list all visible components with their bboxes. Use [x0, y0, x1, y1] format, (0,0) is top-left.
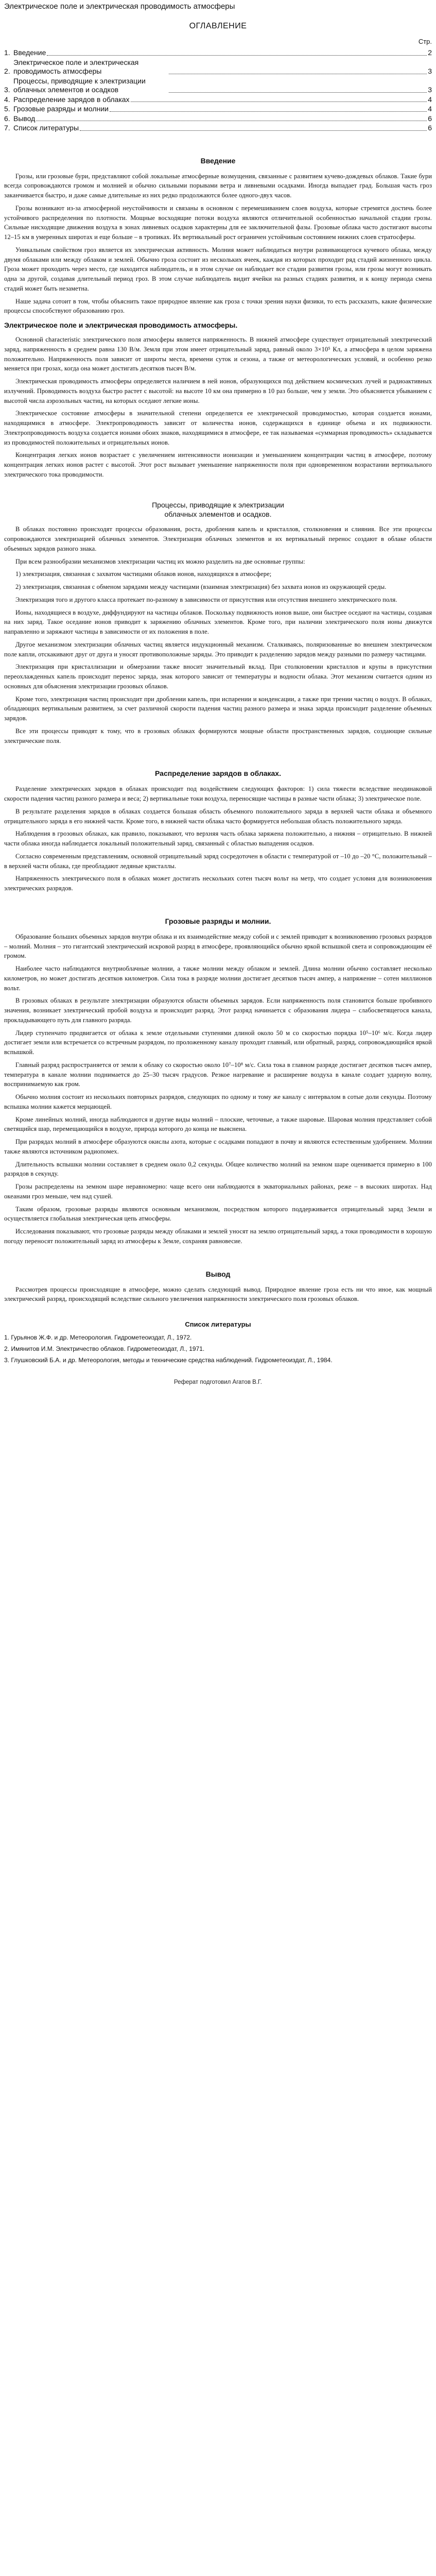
paragraph: Лидер ступенчато продвигается от облака к земле отдельными ступенями длиной около 50 м со скоростью порядка 10⁵–10⁶ м/с. Когда лидер достигает земли или встречается со встречным разрядом, по проложенному каналу проходит главный, или обратный, разряд, сопровождающийся яркой вспышкой.: [4, 1029, 432, 1056]
literature-item: 2. Имянитов И.М. Электричество облаков. Гидрометеоиздат, Л., 1971.: [4, 1345, 205, 1352]
paragraph: В грозовых облаках в результате электризации образуются области объемных зарядов. Если напряженность поля становится больше пробивного значения, возникает электрический пробой воздуха и происходит разряд. Этот разряд начинается с образования лидера – слабосветящегося канала, прокладывающего путь для главного разряда.: [4, 997, 432, 1024]
paragraph: 1) электризация, связанная с захватом частицами облаков ионов, находящихся в атмосфере;: [15, 570, 272, 578]
section-heading: Введение: [200, 156, 236, 165]
paragraph: Образование больших объемных зарядов внутри облака и их взаимодействие между собой и с землей приводит к возникновению грозовых разрядов – молний. Молния – это гигантский электрический искровой разряд в атмосфере, проявляющийся обычно яркой вспышкой света и сопровождающим её громом.: [4, 933, 432, 960]
paragraph: Электрическое состояние атмосферы в значительной степени определяется ее электрической проводимостью, которая создается ионами, находящимися в атмосфере. Электропроводимость зависит от количества ионов, содержащихся в единице объема и их подвижности. Электропроводимость воздуха создается ионами обоих знаков, находящимися в атмосфере, ее так называемая «суммарная проводимость» складывается из проводимостей положительных и отрицательных ионов.: [4, 410, 432, 446]
paragraph: Длительность вспышки молнии составляет в среднем около 0,2 секунды. Общее количество молний на земном шаре оценивается примерно в 100 разрядов в секунду.: [4, 1160, 432, 1178]
paragraph: Кроме того, электризация частиц происходит при дроблении капель, при испарении и конденсации, а также при трении частиц о воздух. В облаках, обладающих вертикальным развитием, за счет различной скорости падения частиц разного размера и знака заряда происходит разделение объемных зарядов.: [4, 695, 432, 722]
paragraph: При всем разнообразии механизмов электризации частиц их можно разделить на две основные группы:: [15, 557, 305, 565]
paragraph: Электризация при кристаллизации и обмерзании также вносит значительный вклад. При столкновении кристаллов и крупы в присутствии переохлажденных капель происходит перенос заряда, знак которого зависит от температуры и водности облака. Этот механизм считается одним из основных для объяснения электризации грозовых облаков.: [4, 663, 432, 690]
paragraph: Электрическая проводимость атмосферы определяется наличием в ней ионов, образующихся под действием космических лучей и радиоактивных излучений. Проводимость воздуха быстро растет с высотой: на высоте 10 км она примерно в 10 раз больше, чем у земли. Это объясняется убыванием с высотой числа аэрозольных частиц, на которых оседают легкие ионы.: [4, 378, 432, 404]
paragraph: Основной characteristic электрического поля атмосферы является напряженность. В нижней атмосфере существует отрицательный электрический заряд, напряженность в среднем равна 130 В/м. Земля при этом имеет отрицательный заряд, равный около 3×10⁵ Кл, а атмосфера в целом заряжена положительно. Напряженность поля зависит от широты места, времени суток и сезона, а также от метеорологических условий, и особенно резко меняется при грозах, когда она может достигать десятков тысяч В/м.: [4, 336, 432, 372]
paragraph: Согласно современным представлениям, основной отрицательный заряд сосредоточен в области с температурой от –10 до –20 °С, положительный – в верхней части облака, где преобладают ледяные кристаллы.: [4, 852, 432, 870]
toc-item-number: 2.: [4, 67, 10, 75]
toc-item-number: 6.: [4, 114, 10, 123]
paragraph: 2) электризация, связанная с обменом зарядами между частицами (взаимная электризация) без захвата ионов из окружающей среды.: [15, 583, 387, 591]
toc-dot-leader: [80, 130, 427, 131]
paragraph: Грозы распределены на земном шаре неравномерно: чаще всего они наблюдаются в экваториальных районах, реже – в высоких широтах. Над океанами гроз меньше, чем над сушей.: [4, 1183, 432, 1200]
section-heading: [4, 500, 432, 520]
toc-item[interactable]: [4, 95, 432, 105]
paragraph: Ионы, находящиеся в воздухе, диффундируют на частицы облаков. Поскольку подвижность ионов выше, они быстрее оседают на частицы, создавая на них заряд. Такое оседание ионов приводит к заряжению облачных элементов. Кроме того, при наличии электрического поля ионы движутся направленно и заряжают частицы в зависимости от их положения в поле.: [4, 608, 432, 636]
section-literature: [4, 1319, 432, 1365]
literature-item: 3. Глушковский Б.А. и др. Метеорология, методы и технические средства наблюдений. Гидрометеоиздат, Л., 1984.: [4, 1356, 333, 1364]
literature-item: 1. Гурьянов Ж.Ф. и др. Метеорология. Гидрометеоиздат, Л., 1972.: [4, 1333, 192, 1341]
paragraph: При разрядах молний в атмосфере образуются окислы азота, которые с осадками попадают в почву и являются естественным удобрением. Молнии также являются источником радиопомех.: [4, 1138, 432, 1155]
document-title: Электрическое поле и электрическая проводимость атмосферы: [4, 2, 235, 11]
toc-item-text: Введение: [13, 48, 46, 57]
toc-item-text: Распределение зарядов в облаках: [13, 95, 130, 104]
section-field: [4, 320, 432, 480]
paragraph: Рассмотрев процессы происходящие в атмосфере, можно сделать следующий вывод. Природное явление гроза есть ни что иное, как мощный электрический разряд, происходящий вследствие сильного увеличения напряженности электрического поля грозовых облаков.: [4, 1285, 432, 1303]
toc-item-number: 3.: [4, 86, 10, 94]
toc-item-number: 5.: [4, 105, 10, 113]
paragraph: Исследования показывают, что грозовые разряды между облаками и землей уносят на землю отрицательный заряд, а токи проводимости в хорошую погоду переносят положительный заряд из атмосферы к Земле, сохраняя равновесие.: [4, 1228, 432, 1245]
toc-item[interactable]: [4, 105, 432, 114]
toc-item-text: Электрическое поле и электрическая проводимость атмосферы: [13, 58, 139, 75]
paragraph: Напряженность электрического поля в облаках может достигать нескольких сотен тысяч вольт на метр, что создает условия для возникновения электрических разрядов.: [4, 875, 432, 892]
paragraph: В облаках постоянно происходят процессы образования, роста, дробления капель и кристаллов, столкновения и слияния. Все эти процессы сопровождаются электризацией облачных элементов. Электризация облачных элементов и их вертикальный перенос создают в облаке области объемных зарядов разного знака.: [4, 526, 432, 552]
toc-item-text: Вывод: [13, 114, 36, 123]
section-heading: Электрическое поле и электрическая проводимость атмосферы.: [4, 321, 238, 329]
section-conclusion: [4, 1269, 432, 1304]
toc-item-page: 6: [428, 124, 432, 132]
paragraph: Грозы, или грозовые бури, представляют собой локальные атмосферные возмущения, связанные с развитием кучево-дождевых облаков. Такие бури всегда сопровождаются громом и молнией и обычно сильными порывами ветра и ливневыми осадками. Иногда выпадает град. Большая часть гроз заканчивается быстро, и даже самые длительные из них редко продолжаются более одного-двух часов.: [4, 172, 432, 199]
paragraph: Кроме линейных молний, иногда наблюдаются и другие виды молний – плоские, четочные, а также шаровые. Шаровая молния представляет собой светящийся шар, перемещающийся в воздухе, природа которого до конца не выяснена.: [4, 1115, 432, 1133]
document-footer: Реферат подготовил Агатов В.Г.: [173, 1379, 263, 1385]
toc-item-page: 4: [428, 95, 432, 104]
section-intro: [4, 156, 432, 316]
paragraph: Обычно молния состоит из нескольких повторных разрядов, следующих по одному и тому же каналу с интервалом в сотые доли секунды. Поэтому вспышка молнии кажется мерцающей.: [4, 1093, 432, 1110]
toc-dot-leader: [110, 111, 427, 112]
toc-page-label: Стр.: [418, 37, 432, 45]
section-heading: Список литературы: [185, 1320, 251, 1329]
section-heading-line: облачных элементов и осадков.: [164, 510, 272, 519]
section-heading: Грозовые разряды и молнии.: [165, 917, 271, 925]
toc-item-page: 4: [428, 105, 432, 113]
section-processes: [4, 500, 432, 746]
toc-item-number: 7.: [4, 124, 10, 132]
toc-item-number: 4.: [4, 95, 10, 104]
paragraph: Разделение электрических зарядов в облаках происходит под воздействием следующих факторов: 1) сила тяжести вследствие неодинаковой скорости падения частиц разного размера и веса; 2) вертикальные токи воздуха, переносящие частицы в разные части облака; 3) электрическое поле.: [4, 785, 432, 803]
toc-item[interactable]: [4, 77, 432, 95]
paragraph: Наиболее часто наблюдаются внутриоблачные молнии, а также молнии между облаком и землей. Длина молнии обычно составляет несколько километров, но может достигать десятков километров. Сила тока в разряде молнии достигает десятков тысяч ампер, а напряжение – сотен миллионов вольт.: [4, 965, 432, 992]
paragraph: Концентрация легких ионов возрастает с увеличением интенсивности ионизации и уменьшением концентрации частиц в атмосфере, поэтому концентрация легких ионов растет с высотой. Этот рост вызывает уменьшение напряженности поля при одновременном возрастании вертикального электрического тока проводимости.: [4, 451, 432, 478]
toc-item-page: 6: [428, 114, 432, 123]
toc-dot-leader: [169, 92, 427, 93]
toc-item-page: 3: [428, 86, 432, 94]
paragraph: Уникальным свойством гроз является их электрическая активность. Молния может наблюдаться внутри развивающегося кучевого облака, между двумя облаками или между облаком и землей. Обычно гроза состоит из нескольких ячеек, каждая из которых проходит ряд стадий жизненного цикла. Гроза может проходить через место, где находится наблюдатель, и в этом случае он наблюдает все стадии развития грозы, или грозы могут возникать одна за другой, создавая длительный период гроз. В этом случае наблюдатель видит ячейки на разных стадиях развития, и к концу периода смена стадий может быть незаметна.: [4, 246, 432, 292]
toc-item-page: 2: [428, 48, 432, 57]
paragraph: Другое механизмом электризации облачных частиц является индукционный механизм. Сталкиваясь, поляризованные во внешнем электрическом поле капли, отскакивают друг от друга и уносят противоположные заряды. Это приводит к разделению зарядов между разными по размеру частицами.: [4, 640, 432, 658]
toc-item[interactable]: [4, 114, 432, 124]
paragraph: Электризация того и другого класса протекает по-разному в зависимости от присутствия или отсутствия внешнего электрического поля.: [15, 596, 397, 603]
paragraph: Главный разряд распространяется от земли к облаку со скоростью около 10⁷–10⁸ м/с. Сила тока в главном разряде достигает десятков тысяч ампер, температура в канале молнии поднимается до 25–30 тысяч градусов. Резкое нагревание и расширение воздуха в канале создает ударную волну, воспринимаемую как гром.: [4, 1061, 432, 1088]
toc-item-number: 1.: [4, 48, 10, 57]
toc-item-page: 3: [428, 67, 432, 75]
section-distribution: [4, 768, 432, 893]
toc-item-text: Грозовые разряды и молнии: [13, 105, 109, 113]
paragraph: Грозы возникают из-за атмосферной неустойчивости и связаны в основном с перемешиванием слоев воздуха, которые стремятся достичь более устойчивого распределения по плотности. Мощные восходящие потоки воздуха являются отличительной особенностью начальной стадии грозы. Сильные нисходящие движения воздуха в зонах ливневых осадков характерны для ее заключительной фазы. Грозовые облака часто достигают высоты 12–15 км в умеренных широтах и еще больше – в тропиках. Их вертикальный рост ограничен устойчивым состоянием нижних слоев стратосферы.: [4, 204, 432, 241]
section-lightning: [4, 916, 432, 1246]
paragraph: Таким образом, грозовые разряды являются основным механизмом, посредством которого поддерживается отрицательный заряд Земли и осуществляется глобальная электрическая цепь атмосферы.: [4, 1205, 432, 1223]
paragraph: Все эти процессы приводят к тому, что в грозовых облаках формируются мощные области пространственных зарядов, создающие сильные электрические поля.: [4, 727, 432, 744]
toc-title: ОГЛАВЛЕНИЕ: [189, 21, 247, 30]
toc-item[interactable]: [4, 124, 432, 133]
paragraph: В результате разделения зарядов в облаках создается большая область объемного положительного заряда в верхней части облака и объемного отрицательного заряда в его нижней части. Кроме того, в нижней части облака часто формируется небольшая область положительного заряда.: [4, 807, 432, 825]
toc-dot-leader: [47, 55, 427, 56]
toc-item[interactable]: [4, 48, 432, 58]
document-page: [0, 1, 436, 1397]
section-heading: Вывод: [205, 1269, 231, 1278]
paragraph: Наблюдения в грозовых облаках, как правило, показывают, что верхняя часть облака заряжена положительно, а нижняя – отрицательно. В нижней части облака иногда наблюдается локальный положительный заряд, связанный с областью выпадения осадков.: [4, 830, 432, 848]
toc-item-text: Список литературы: [13, 124, 79, 132]
literature-list: [4, 1333, 432, 1365]
toc-item[interactable]: [4, 58, 432, 76]
toc-item-text: Процессы, приводящие к электризации облачных элементов и осадков: [13, 76, 146, 94]
section-heading-line: Процессы, приводящие к электризации: [152, 500, 284, 509]
paragraph: Наше задача сотоит в том, чтобы объяснить такое природное явление как гроза с точки зрения науки физики, то есть рассказать, какие физические процессы способствуют образованию гроз.: [4, 297, 432, 315]
table-of-contents: [4, 48, 432, 133]
section-heading: Распределение зарядов в облаках.: [155, 769, 281, 778]
toc-dot-leader: [131, 101, 427, 102]
